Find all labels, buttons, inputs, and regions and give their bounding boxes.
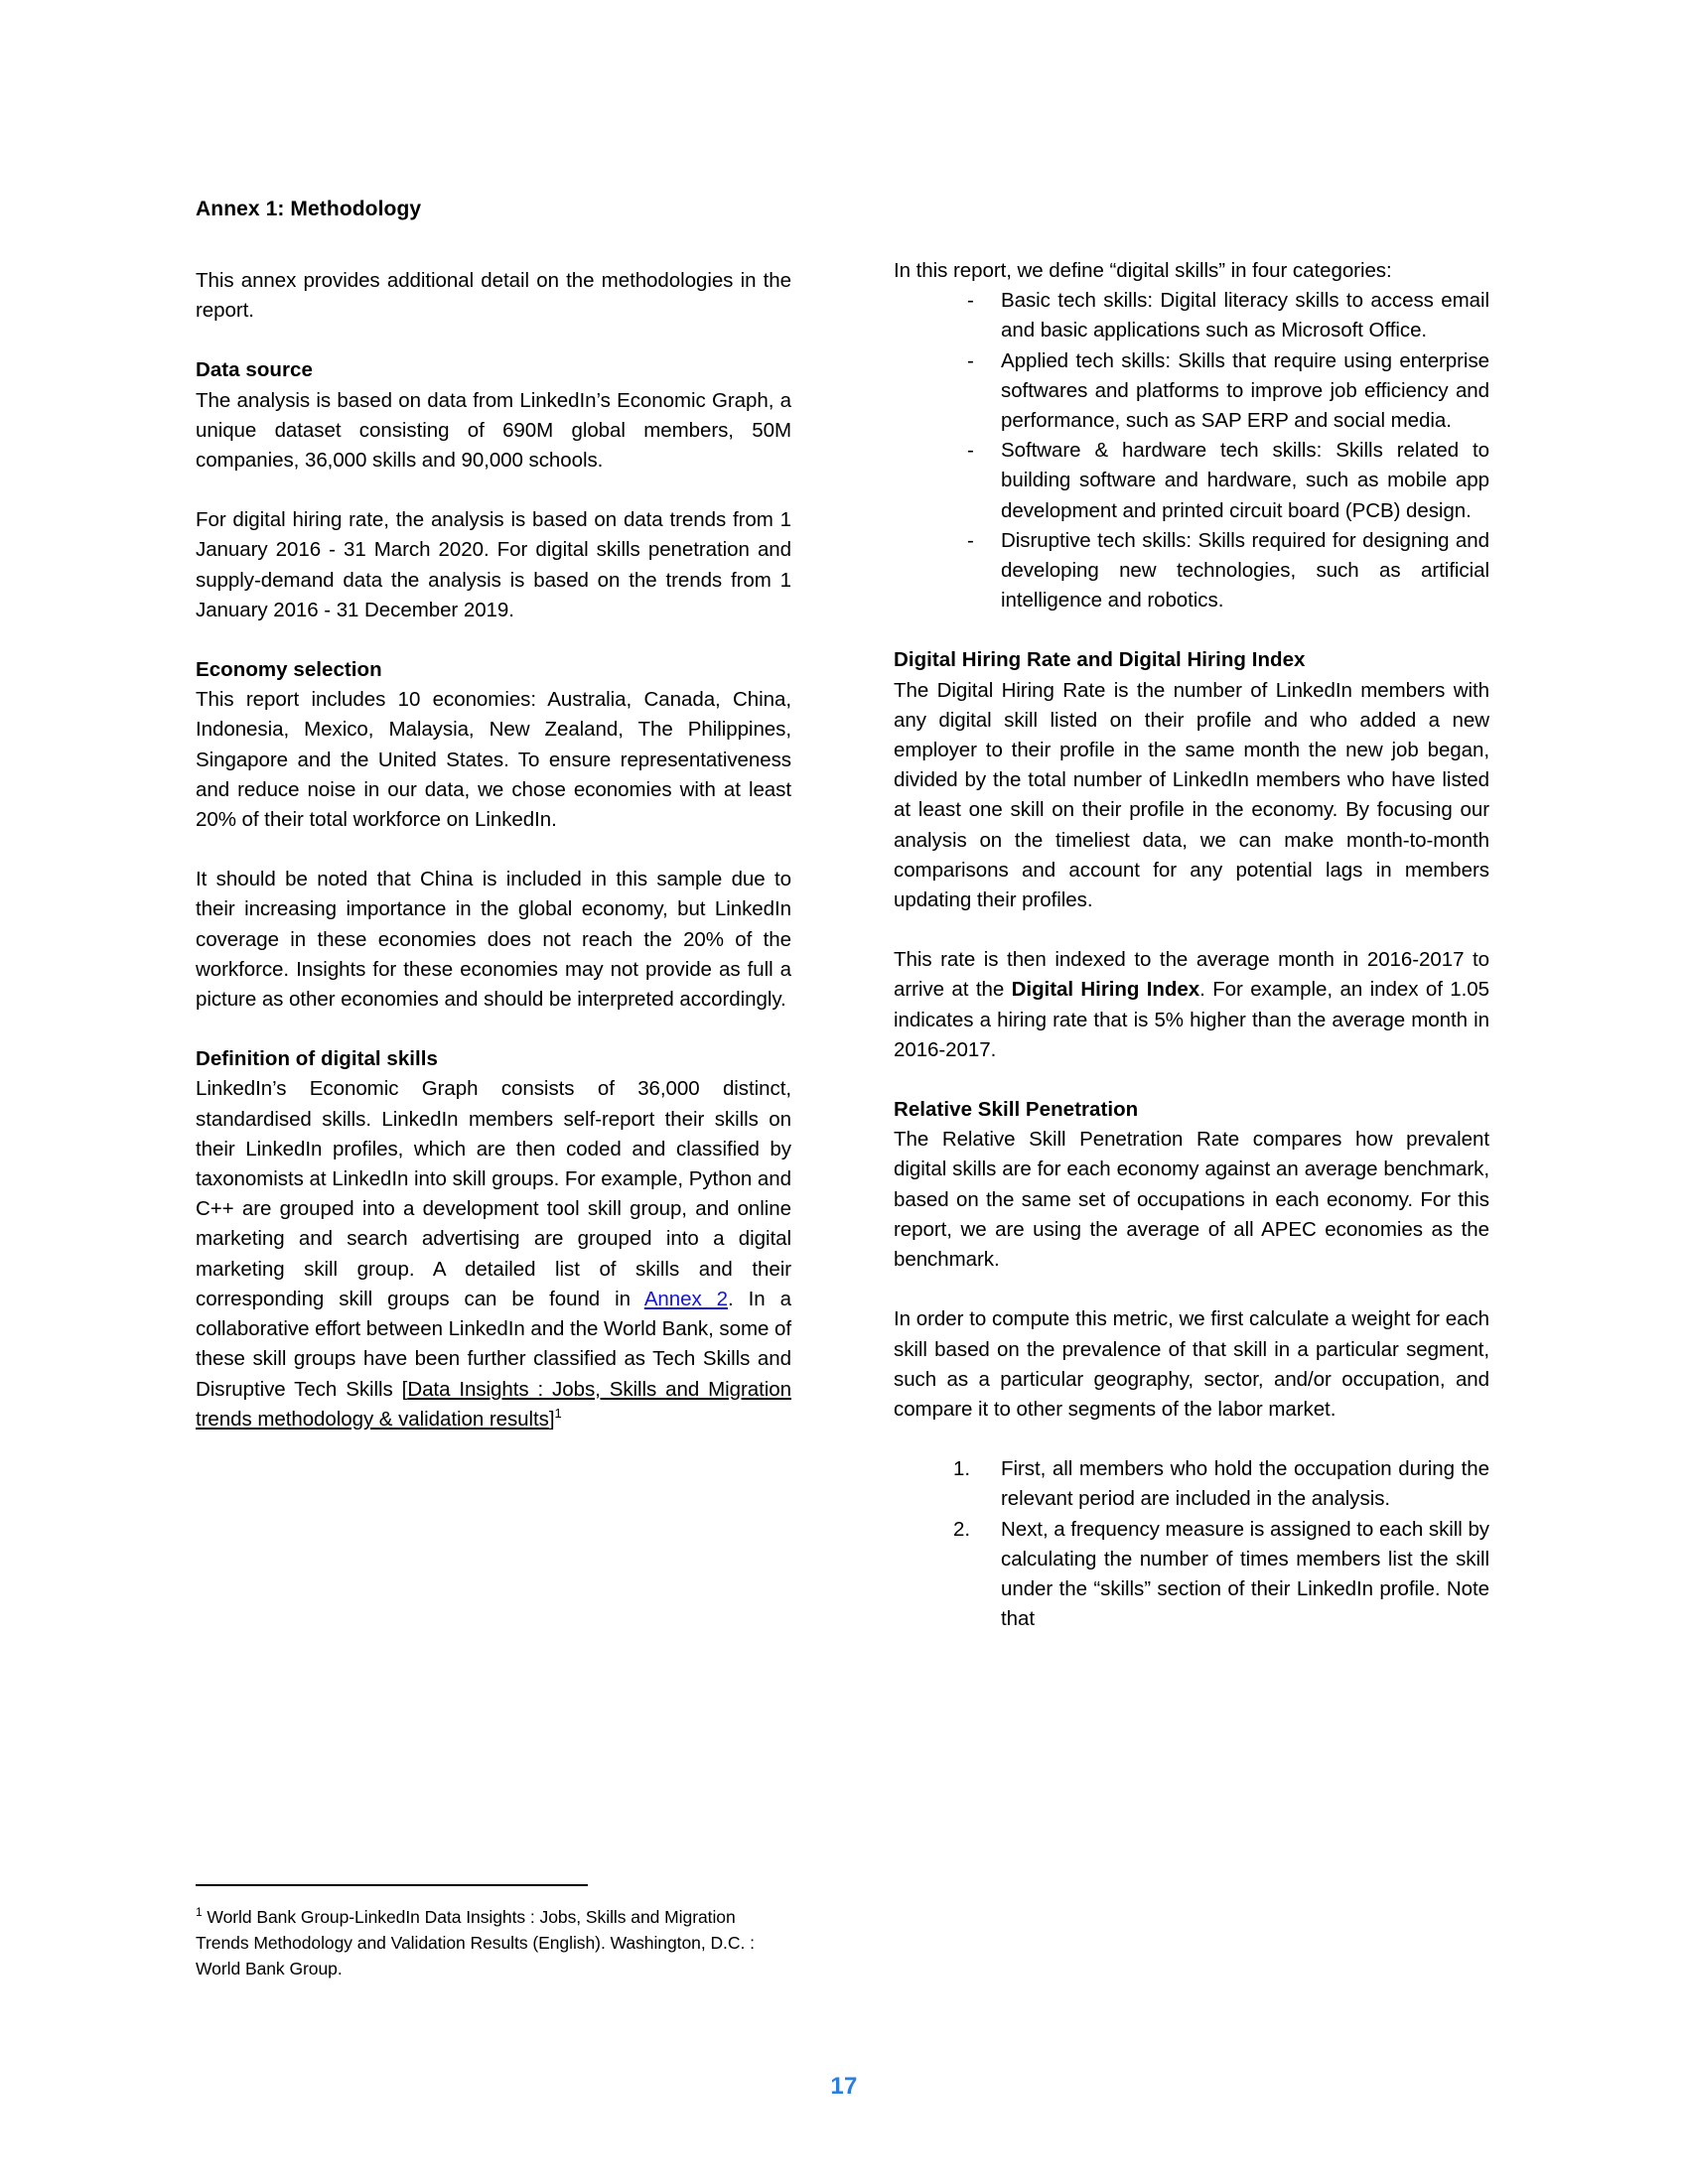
relative-skill-steps-list bbox=[894, 1454, 1489, 1634]
list-item bbox=[894, 436, 1489, 526]
relative-skill-paragraph-1: The Relative Skill Penetration Rate compares how prevalent digital skills are for each economy against an average benchmark, based on the same set of occupations in each economy. For this report, we are using the average of all APEC economies as the benchmark. bbox=[894, 1128, 1489, 1272]
page-number: 17 bbox=[830, 2073, 858, 2100]
list-item bbox=[894, 286, 1489, 345]
list-item-label: Software & hardware tech skills: Skills related to building software and hardware, such as mobile app development and printed circuit board (PCB) design. bbox=[1001, 439, 1489, 522]
list-item bbox=[894, 1454, 1489, 1514]
footnote-block bbox=[196, 1884, 791, 1981]
list-item-label: Next, a frequency measure is assigned to each skill by calculating the number of times members list the skill under the “skills” section of their LinkedIn profile. Note that bbox=[1001, 1517, 1489, 1631]
heading-definition-of-digital-skills: Definition of digital skills bbox=[196, 1047, 438, 1071]
digital-hiring-paragraph-2 bbox=[894, 945, 1489, 1065]
list-item-label: First, all members who hold the occupation during the relevant period are included in the analysis. bbox=[1001, 1457, 1489, 1511]
digital-skills-category-list bbox=[894, 286, 1489, 615]
footnote-citation: World Bank Group-LinkedIn Data Insights : Jobs, Skills and Migration Trends Methodology and Validation Results (English). Washington, D.C. : World Bank Group. bbox=[196, 1907, 755, 1979]
footnote-reference-1: 1 bbox=[554, 1405, 562, 1421]
digital-hiring-paragraph-1: The Digital Hiring Rate is the number of LinkedIn members with any digital skill listed on their profile and who added a new employer to their profile in the same month the new job began, divided by the total number of LinkedIn members who have listed at least one skill on their profile in the economy. By focusing our analysis on the timeliest data, we can make month-to-month comparisons and account for any potential lags in members updating their profiles. bbox=[894, 678, 1489, 912]
heading-relative-skill-penetration: Relative Skill Penetration bbox=[894, 1098, 1139, 1122]
definition-text-part-3: ] bbox=[548, 1407, 555, 1431]
digital-hiring-text-part-1: This rate is then indexed to the average month in 2016-2017 to arrive at the bbox=[894, 948, 1489, 1002]
annex-2-link[interactable]: Annex 2 bbox=[643, 1287, 729, 1310]
list-item bbox=[894, 346, 1489, 437]
dash-bullet-icon: - bbox=[967, 439, 974, 463]
list-item bbox=[894, 526, 1489, 616]
footnote-marker: 1 bbox=[196, 1905, 203, 1920]
list-item-number: 2. bbox=[953, 1517, 970, 1541]
footnote-text bbox=[196, 1904, 791, 1981]
definition-text-part-2: . In a collaborative effort between LinkedIn and the World Bank, some of these skill groups have been further classified as Tech Skills and Disruptive Tech Skills [ bbox=[196, 1287, 791, 1401]
dash-bullet-icon: - bbox=[967, 348, 974, 372]
digital-hiring-text-part-2: . For example, an index of 1.05 indicates a hiring rate that is 5% higher than the average month in 2016-2017. bbox=[894, 978, 1489, 1061]
list-item-label: Basic tech skills: Digital literacy skills to access email and basic applications such as Microsoft Office. bbox=[1001, 289, 1489, 342]
economy-selection-paragraph-1: This report includes 10 economies: Australia, Canada, China, Indonesia, Mexico, Malaysia, New Zealand, The Philippines, Singapore and the United States. To ensure representativeness and reduce noise in our data, we chose economies with at least 20% of their total workforce on LinkedIn. bbox=[196, 688, 791, 832]
definition-text-part-1: LinkedIn’s Economic Graph consists of 36,000 distinct, standardised skills. LinkedIn members self-report their skills on their LinkedIn profiles, which are then coded and classified by taxonomists at LinkedIn into skill groups. For example, Python and C++ are grouped into a development tool skill group, and online marketing and search advertising are grouped into a digital marketing skill group. A detailed list of skills and their corresponding skill groups can be found in bbox=[196, 1077, 791, 1310]
dash-bullet-icon: - bbox=[967, 289, 974, 313]
list-item-label: Disruptive tech skills: Skills required for designing and developing new technologies, such as artificial intelligence and robotics. bbox=[1001, 528, 1489, 613]
relative-skill-paragraph-2: In order to compute this metric, we first calculate a weight for each skill based on the prevalence of that skill in a particular segment, such as a particular geography, sector, and/or occupation, and compare it to other segments of the labor market. bbox=[894, 1307, 1489, 1421]
data-source-paragraph-2: For digital hiring rate, the analysis is based on data trends from 1 January 2016 - 31 March 2020. For digital skills penetration and supply-demand data the analysis is based on the trends from 1 January 2016 - 31 December 2019. bbox=[196, 508, 791, 621]
left-column bbox=[196, 195, 791, 1434]
data-source-paragraph-1: The analysis is based on data from LinkedIn’s Economic Graph, a unique dataset consisting of 690M global members, 50M companies, 36,000 skills and 90,000 schools. bbox=[196, 388, 791, 473]
list-item bbox=[894, 1515, 1489, 1635]
page-title: Annex 1: Methodology bbox=[196, 198, 422, 220]
intro-paragraph: This annex provides additional detail on the methodologies in the report. bbox=[196, 269, 791, 323]
definition-paragraph bbox=[196, 1074, 791, 1433]
data-insights-methodology-link[interactable]: Data Insights : Jobs, Skills and Migration trends methodology & validation results bbox=[196, 1377, 791, 1431]
economy-selection-paragraph-2: It should be noted that China is included in this sample due to their increasing importance in the global economy, but LinkedIn coverage in these economies does not reach the 20% of the workforce. Insights for these economies may not provide as full a picture as other economies and should be interpreted accordingly. bbox=[196, 868, 791, 1012]
list-item-label: Applied tech skills: Skills that require using enterprise softwares and platforms to improve job efficiency and performance, such as SAP ERP and social media. bbox=[1001, 348, 1489, 433]
dash-bullet-icon: - bbox=[967, 528, 974, 552]
heading-data-source: Data source bbox=[196, 358, 313, 382]
heading-digital-hiring: Digital Hiring Rate and Digital Hiring Index bbox=[894, 648, 1306, 672]
digital-hiring-index-term: Digital Hiring Index bbox=[1011, 978, 1200, 1002]
footnote-separator-rule bbox=[196, 1884, 588, 1886]
right-column bbox=[894, 256, 1489, 1634]
list-item-number: 1. bbox=[953, 1457, 970, 1481]
heading-economy-selection: Economy selection bbox=[196, 658, 382, 682]
digital-skills-intro: In this report, we define “digital skills” in four categories: bbox=[894, 259, 1392, 282]
